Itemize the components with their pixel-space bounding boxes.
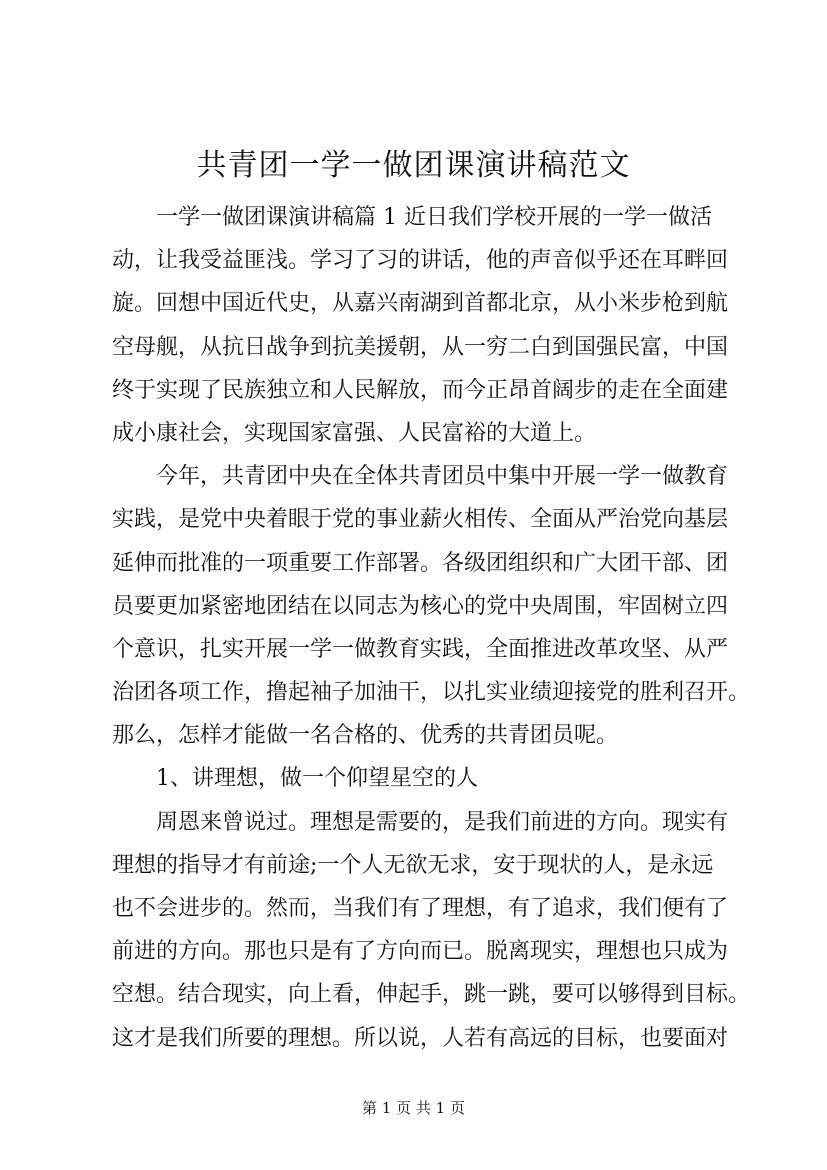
text-line: 这才是我们所要的理想。所以说，人若有高远的目标，也要面对 bbox=[112, 1025, 729, 1051]
text-line: 延伸而批准的一项重要工作部署。各级团组织和广大团干部、团 bbox=[112, 550, 729, 576]
text-line: 空母舰，从抗日战争到抗美援朝，从一穷二白到国强民富，中国 bbox=[112, 334, 729, 360]
text-line: 那么，怎样才能做一名合格的、优秀的共青团员呢。 bbox=[112, 723, 619, 749]
section-heading: 1、讲理想，做一个仰望星空的人 bbox=[112, 766, 478, 792]
text-line: 动，让我受益匪浅。学习了习的讲话，他的声音似乎还在耳畔回 bbox=[112, 248, 729, 274]
text-line: 成小康社会，实现国家富强、人民富裕的大道上。 bbox=[112, 420, 597, 446]
document-title: 共青团一学一做团课演讲稿范文 bbox=[196, 148, 631, 183]
text-line: 员要更加紧密地团结在以同志为核心的党中央周围，牢固树立四 bbox=[112, 593, 729, 619]
text-line: 治团各项工作，撸起袖子加油干，以扎实业绩迎接党的胜利召开。 bbox=[112, 680, 751, 706]
text-line: 周恩来曾说过。理想是需要的，是我们前进的方向。现实有 bbox=[112, 809, 729, 835]
text-line: 前进的方向。那也只是有了方向而已。脱离现实，理想也只成为 bbox=[112, 939, 729, 965]
text-line: 一学一做团课演讲稿篇 1 近日我们学校开展的一学一做活 bbox=[112, 205, 712, 230]
text-line: 空想。结合现实，向上看，伸起手，跳一跳，要可以够得到目标。 bbox=[112, 982, 751, 1008]
text-line: 也不会进步的。然而，当我们有了理想，有了追求，我们便有了 bbox=[112, 896, 729, 921]
text-line: 终于实现了民族独立和人民解放，而今正昂首阔步的走在全面建 bbox=[112, 377, 729, 403]
text-line: 旋。回想中国近代史，从嘉兴南湖到首都北京，从小米步枪到航 bbox=[112, 291, 729, 317]
page-number-footer: 第 1 页 共 1 页 bbox=[362, 1099, 465, 1117]
text-line: 实践，是党中央着眼于党的事业薪火相传、全面从严治党向基层 bbox=[112, 507, 729, 533]
text-line: 个意识，扎实开展一学一做教育实践，全面推进改革攻坚、从严 bbox=[112, 636, 729, 662]
text-line: 理想的指导才有前途;一个人无欲无求，安于现状的人，是永远 bbox=[112, 852, 714, 878]
text-line: 今年，共青团中央在全体共青团员中集中开展一学一做教育 bbox=[112, 464, 729, 490]
document-body bbox=[112, 196, 751, 1060]
